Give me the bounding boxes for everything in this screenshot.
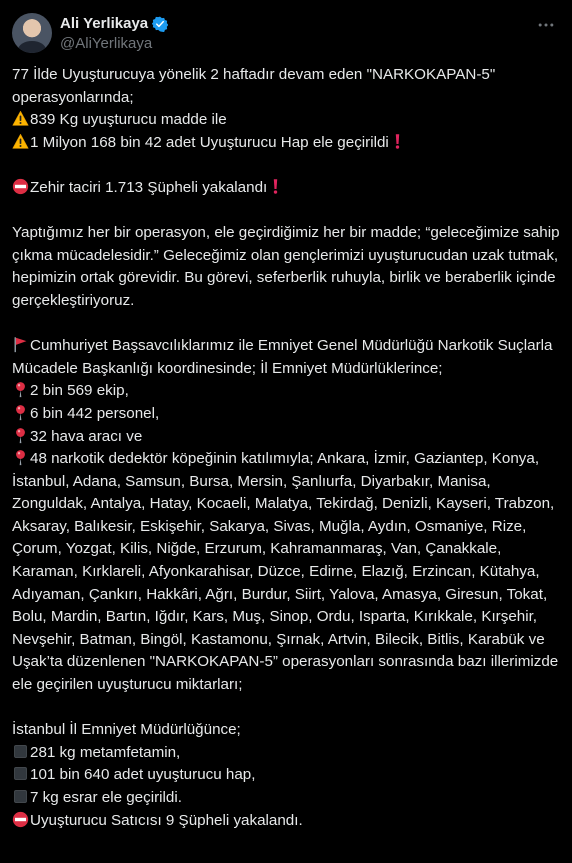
pin-icon: [12, 404, 29, 421]
cannabis-line: 7 kg esrar ele geçirildi.: [30, 789, 182, 806]
square-icon: [12, 788, 29, 805]
no-entry-icon: [12, 178, 29, 195]
square-icon: [12, 743, 29, 760]
flag-icon: [12, 336, 29, 353]
statement-paragraph: Yaptığımız her bir operasyon, ele geçirdiğimiz her bir madde; “geleceğimize sahip çıkma mücadelesidir.” Geleceğimiz olan gençlerimizi uyuşturucudan uzak tutmak, hepimizin ortak görevidir. Bu görevi, seferberlik ruhuyla, birlik ve beraberlik içinde gerçekleştiriyoruz.: [12, 224, 564, 309]
square-icon: [12, 765, 29, 782]
tweet-text: [12, 64, 564, 832]
istanbul-heading: İstanbul İl Emniyet Müdürlüğünce;: [12, 721, 241, 739]
cities-paragraph: 48 narkotik dedektör köpeğinin katılımıyla; Ankara, İzmir, Gaziantep, Konya, İstanbul, Adana, Samsun, Bursa, Mersin, Şanlıurfa, Diyarbakır, Manisa, Zonguldak, Antalya, Hatay, Kocaeli, Malatya, Tekirdağ, Denizli, Kayseri, Trabzon, Aksaray, Balıkesir, Eskişehir, Sakarya, Sivas, Muğla, Aydın, Osmaniye, Rize, Çorum, Yozgat, Kilis, Niğde, Erzurum, Kahramanmaraş, Van, Çanakkale, Karaman, Kırklareli, Afyonkarahisar, Düzce, Edirne, Elazığ, Erzincan, Kütahya, Adıyaman, Çankırı, Hakkâri, Ağrı, Burdur, Siirt, Yalova, Amasya, Giresun, Tokat, Bolu, Mardin, Bartın, Iğdır, Kars, Muş, Sinop, Ordu, Isparta, Kırıkkale, Kırşehir, Nevşehir, Batman, Bingöl, Kastamonu, Şırnak, Artvin, Bilecik, Bitlis, Karabük ve Uşak’ta düzenlenen "NARKOKAPAN-5” operasyonları sonrasında bazı illerimizde ele geçirilen uyuşturucu miktarları;: [12, 450, 563, 694]
metamfetamin-line: 281 kg metamfetamin,: [30, 743, 181, 761]
seized-pills-line: 1 Milyon 168 bin 42 adet Uyuşturucu Hap ele geçirildi: [30, 133, 389, 151]
dealers-line: Uyuşturucu Satıcısı 9 Şüpheli yakalandı.: [30, 811, 303, 829]
teams-line: 2 bin 569 ekip,: [30, 382, 129, 400]
tweet-intro: 77 İlde Uyuşturucuya yönelik 2 haftadır devam eden "NARKOKAPAN-5" operasyonlarında;: [12, 66, 500, 106]
author-name-line: [60, 15, 168, 32]
pin-icon: [12, 449, 29, 466]
verified-badge-icon[interactable]: [152, 16, 168, 32]
no-entry-icon: [12, 811, 29, 828]
tweet-header: [12, 13, 560, 57]
pills-line: 101 bin 640 adet uyuşturucu hap,: [30, 766, 256, 784]
pin-icon: [12, 381, 29, 398]
warning-icon: [12, 110, 29, 127]
more-options-icon[interactable]: [536, 15, 556, 35]
pin-icon: [12, 427, 29, 444]
avatar[interactable]: [12, 13, 52, 53]
warning-icon: [12, 133, 29, 150]
author-name[interactable]: Ali Yerlikaya: [60, 15, 149, 32]
exclamation-icon: [267, 178, 284, 195]
personnel-line: 6 bin 442 personel,: [30, 404, 160, 422]
aircraft-line: 32 hava aracı ve: [30, 427, 143, 445]
suspects-line: Zehir taciri 1.713 Şüpheli yakalandı: [30, 178, 268, 196]
exclamation-icon: [389, 133, 406, 150]
author-handle[interactable]: @AliYerlikaya: [60, 35, 153, 52]
coordination-paragraph: Cumhuriyet Başsavcılıklarımız ile Emniyet Genel Müdürlüğü Narkotik Suçlarla Mücadele Başkanlığı koordinesinde; İl Emniyet Müdürlüklerince;: [12, 337, 557, 377]
seized-substance-line: 839 Kg uyuşturucu madde ile: [30, 111, 227, 129]
